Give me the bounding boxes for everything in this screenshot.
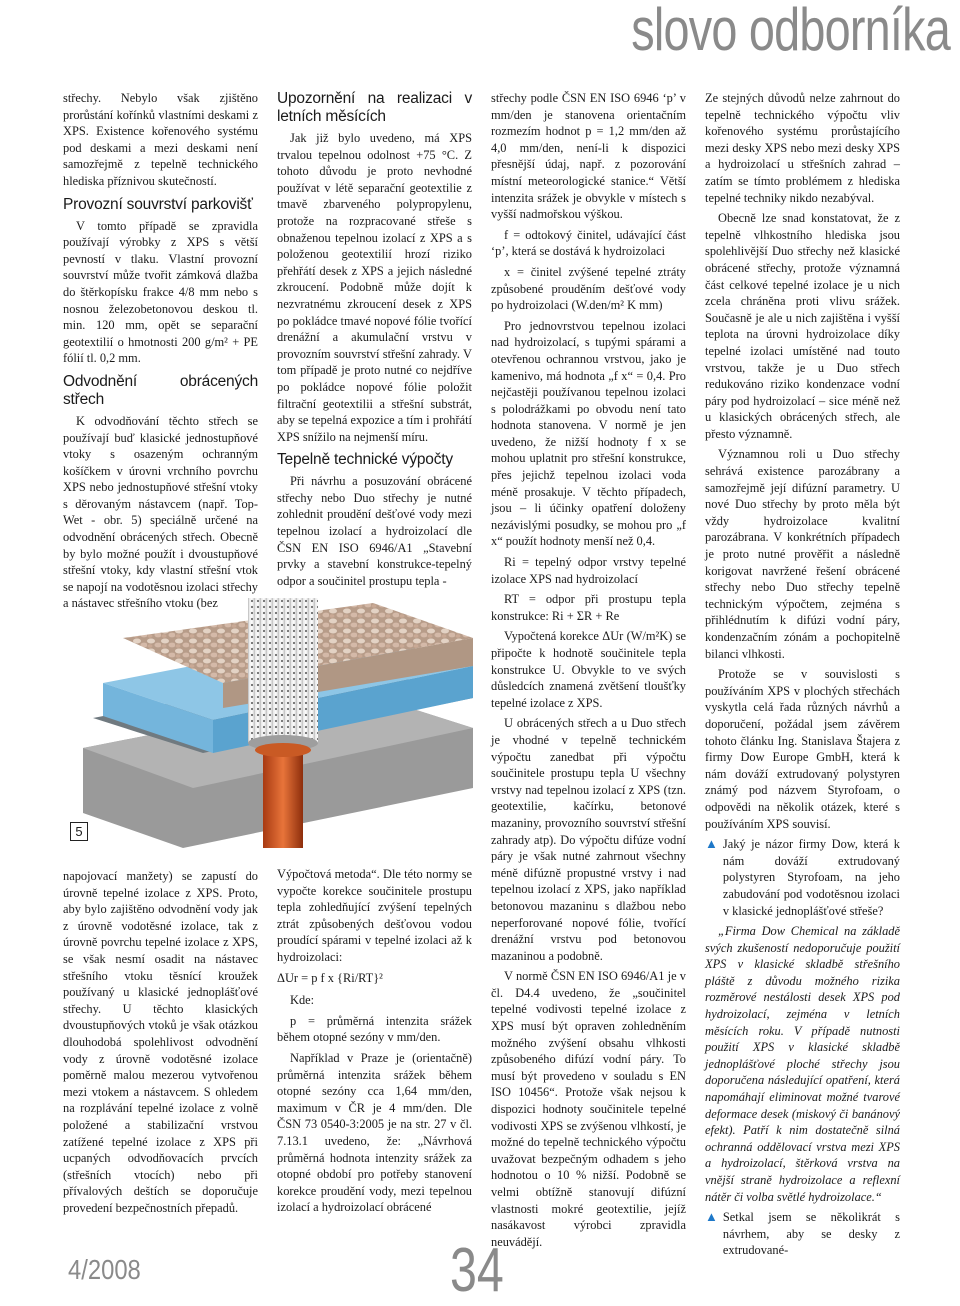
- issue-number: 4/2008: [68, 1254, 141, 1285]
- paragraph: Pro jednovrstvou tepelnou izolaci nad hydroizolací, s tupými spárami a otevřenou ochrannou vrstvou, jako je kamenivo, má hodnota „f x“ = 0,4. Pro nejčastěji používanou tepelnou izolaci s polodrážkami po obvodu není tato hodnota stanovena. V normě je jen uvedeno, že nižší hodnoty f x se mohou uplatnit pro střešní konstrukce, přes jejichž tepelnou izolaci voda méně prosakuje. V těchto případech, jsou – li účinky opatření doloženy nezávislými posudky, se mohou pro „f x“ použít hodnoty menší než 0,4.: [491, 318, 686, 549]
- paragraph: střechy podle ČSN EN ISO 6946 ‘p’ v mm/den je stanovena orientačním rozmezím hodnot p = 1,2 mm/den až 4,0 mm/den, není-li k dispozici přesnější údaj, např. z pozorování místní meteorologické stanice.“ Větší intenzita srážek je obvykle v místech s vyšší nadmořskou výškou.: [491, 91, 686, 222]
- page-number: 34: [450, 1236, 504, 1305]
- paragraph: napojovací manžety) se zapustí do úrovně tepelné izolace z XPS. Proto, aby bylo zajištěno odvodnění vody jak z úrovně vodotěsné izolace, tak z úrovně povrchu tepelné izolace z XPS, se však nesmí osadit na nástavec střešního vtoku těsnící kroužek používaný u klasické jednoplášťové střechy. U těchto klasických dvoustupňových vtoků je však otázkou dlouhodobá spolehlivost odvodnění vody z úrovně vodotěsné izolace poměrně malou mezerou vytvořenou mezi vtokem a nástavcem. S ohledem na rozplávání tepelné izolace z volně položené a stabilizační vrstvou zatížené tepelné izolace z XPS při ucpaných odvodňovacích prvcích (střešních vtocích) nebo při přívalových deštích se doporučuje provedení bezpečnostních přepadů.: [63, 869, 258, 1215]
- paragraph: střechy. Nebylo však zjištěno prorůstání kořínků vlastními deskami z XPS. Existence kořenového systému pod deskami a mezi deskami není samozřejmě z tepelně technického hlediska příznivou skutečností.: [63, 91, 258, 188]
- paragraph: V normě ČSN EN ISO 6946/A1 je v čl. D4.4 uvedeno, že „součinitel tepelné vodivosti tepelné izolace z XPS musí být opraven zohledněním možného zvýšení obsahu vlhkosti způsobeného difúzí vodní páry. To musí být provedeno v souladu s EN ISO 10456“. Protože však nejsou k dispozici hodnoty součinitele tepelné vodivosti XPS se zvýšenou vlhkostí, je možné do tepelně technického výpočtu uvažovat bezpečným odhadem s jeho hodnotou o 10 % nižší. Podobně se velmi obtížně stanovují difúzní vlastnosti mokré geotextilie, jejíž nasákavost výrobci zpravidla neuvádějí.: [491, 969, 686, 1249]
- paragraph: Kde:: [290, 993, 315, 1008]
- column-3: [491, 90, 686, 1254]
- paragraph: f = odtokový činitel, udávající část ‘p’, která se dostává k hydroizolaci: [491, 227, 686, 259]
- column-1-continued: [63, 868, 258, 1220]
- column-1: [63, 90, 258, 616]
- section-heading: Tepelně technické výpočty: [277, 451, 453, 469]
- column-4: [705, 90, 900, 1263]
- paragraph: K odvodňování těchto střech se používají buď klasické jednostupňové vtoky s osazeným ochranným košíčkem v úrovni vrchního povrchu XPS nebo jednostupňové střešní vtoky s děrovaným nástavcem (např. Top-Wet - obr. 5) speciálně určené na odvodnění obrácených střech. Obecně by bylo možné použít i dvoustupňové střešní vtoky, kdy vlastní střešní vtok se napojí na vodotěsnou izolaci střechy a nástavec střešního vtoku (bez: [63, 413, 258, 611]
- roof-drain-illustration: [63, 598, 473, 848]
- paragraph: Obecně lze snad konstatovat, že z tepelně vlhkostního hlediska jsou spolehlivější Duo střechy než klasické obrácené střechy, protože významná část celkové tepelné izolace je u nich zcela chráněna proti vlivu srážek. Současně je ale u nich zajištěna i vyšší teplota na úrovni hydroizolace díky tepelné izolaci umístěné nad touto vrstvou, takže je u Duo střech redukováno riziko kondenzace vodní páry pod hydroizolací – sice méně než u klasických obrácených střech, ale přesto významně.: [705, 211, 900, 441]
- paragraph: p = průměrná intenzita srážek během otopné sezóny v mm/den.: [277, 1013, 472, 1045]
- question-text: Setkal jsem se několikrát s návrhem, aby se desky z extrudované-: [722, 1210, 900, 1258]
- column-2-continued: [277, 866, 472, 1220]
- paragraph: Ri = tepelný odpor vrstvy tepelné izolace XPS nad hydroizolací: [491, 555, 686, 586]
- question-text: Jaký je názor firmy Dow, která k nám dováží extrudovaný polystyren Styrofoam, na jeho zabudování pod vodotěsnou izolaci v klasické jednoplášťové střeše?: [722, 837, 900, 918]
- figure-number: 5: [70, 822, 88, 841]
- paragraph: Významnou roli u Duo střechy sehrává existence parozábrany a samozřejmě její difúzní parametry. U nové Duo střechy by proto měla být vždy hydroizolace kvalitní parozábrana. V konkrétních případech je proto nutné prověřit a následně korigovat navržené řešení obrácené střechy nebo Duo střechy tepelně technickým výpočtem, zejména s přihlédnutím k difúzi vodní páry, kondenzačním zónám a pochopitelně bilanci vlhkosti.: [705, 447, 900, 661]
- interview-question: [705, 1209, 900, 1259]
- triangle-bullet-icon: ▲: [705, 836, 718, 852]
- paragraph: x = činitel zvýšené tepelné ztráty způsobené prouděním dešťové vody po hydroizolaci (W.den/m² K mm): [491, 264, 686, 313]
- section-heading: Upozornění na realizaci v letních měsících: [277, 90, 472, 125]
- triangle-bullet-icon: ▲: [705, 1209, 718, 1225]
- paragraph: Jak již bylo uvedeno, má XPS trvalou tepelnou odolnost +75 °C. Z tohoto důvodu je proto nevhodné používat v létě separační geotextilie z tmavě zbarveného polypropylenu, protože na rozpracované střeše s obnaženou tepelnou izolací z XPS a s položenou geotextilií hrozí riziko přehřátí desek z XPS a jejich následné zkroucení. Podobně může dojít k nezvratnému zkroucení desek z XPS po pokládce tmavé nopové fólie tvořící drenážní a akumulační vrstvu v provozním souvrství střešní zahrady. V tom případě je proto nutné co nejdříve po pokládce nopové fólie položit filtrační geotextilii a střešní substrát, aby se tepelná expozice a tím i prohřátí XPS snížilo na nejmenší míru.: [277, 131, 472, 444]
- paragraph: Vypočtená korekce ΔUr (W/m²K) se připočte k hodnotě součinitele tepla konstrukce U. Obvykle to ve svých důsledcích znamená zvětšení tloušťky tepelné izolace z XPS.: [491, 629, 686, 710]
- paragraph: Například v Praze je (orientačně) průměrná intenzita srážek během otopné sezóny cca 1,64 mm/den, maximum v ČR je 4 mm/den. Dle ČSN 73 0540-3:2005 je na str. 27 v čl. 7.13.1 uvedeno, že: „Návrhová průměrná hodnota intenzity srážek za otopné období pro potřeby stanovení korekce proudění vody, mezi tepelnou izolací a hydroizolací obrácené: [277, 1050, 472, 1215]
- section-heading: Odvodnění obrácených střech: [63, 372, 258, 408]
- paragraph: U obrácených střech a u Duo střech je vhodné v tepelně technickém výpočtu zanedbat při výpočtu součinitele prostupu tepla U všechny vrstvy nad tepelnou izolací z XPS (tzn. geotextilie, kačírku, betonové mazaniny, provozního souvrství střešní zahrady atp). Do výpočtu difúze vodní páry je však nutné zahrnout všechny méně difúzně propustné vrstvy i nad tepelnou izolací z XPS, jako například betonovou mazaninu s dlažbou nebo neperforované nopové fólie, tvořící drenážní vrstvu pod betonovou mazaninou a podobně.: [491, 716, 686, 963]
- paragraph: Při návrhu a posuzování obrácené střechy nebo Duo střechy je nutné zohlednit proudění dešťové vody mezi tepelnou izolací a hydroizolací dle ČSN EN ISO 6946/A1 „Stavební prvky a stavební konstrukce-tepelný odpor a součinitel prostupu tepla -: [277, 474, 472, 588]
- paragraph: Protože se v souvislosti s používáním XPS v plochých střechách vyskytla celá řada různých návrhů a doporučení, požádal jsem závěrem tohoto článku Ing. Stanislava Štajera z firmy Dow Europe GmbH, která k nám dováží extrudovaný polystyren známý pod názvem Styrofoam, o odpovědi na několik otázek, které s používáním XPS souvisí.: [705, 667, 900, 831]
- interview-answer: „Firma Dow Chemical na základě svých zkušeností nedoporučuje použití XPS v klasické skladbě střešního pláště z důvodu možného rizika rozměrové nestálosti desek XPS pod hydroizolací, zejména v letních měsících roku. V případě nutnosti použití XPS v klasické skladbě jednoplášťové ploché střechy jsou doporučena následující opatření, která napomáhají eliminovat možné tvarové deformace desek (miskový či banánový efekt). Patří k nim dostatečně silná ochranná oddělovací vrstva mezi XPS a hydroizolací, štěrková vrstva na vnější straně hydroizolace a reflexní nátěr či volba světlé hydroizolace.“: [705, 924, 900, 1204]
- interview-question: [705, 836, 900, 919]
- formula: ΔUr = p f x {Ri/RT}²: [277, 970, 383, 985]
- paragraph: Výpočtová metoda“. Dle této normy se vypočte korekce součinitele prostupu tepla zohledňující zvýšení tepelných ztrát způsobených dešťovou vodou proudící spárami v tepelné izolaci až k hydroizolaci:: [277, 867, 472, 964]
- section-heading: Provozní souvrství parkovišť: [63, 195, 253, 213]
- paragraph: RT = odpor při prostupu tepla konstrukce: Ri + ΣR + Re: [491, 592, 686, 623]
- section-header: slovo odborníka: [631, 0, 950, 63]
- column-2: [277, 90, 472, 593]
- paragraph: V tomto případě se zpravidla používají výrobky z XPS s větší pevností v tlaku. Vlastní provozní souvrství může tvořit zámková dlažba do štěrkopísku frakce 4/8 mm nebo s nosnou železobetonovou deskou tl. min. 120 mm, opět se separační geotextilií o hmotnosti 200 g/m² + PE fólií tl. 0,2 mm.: [63, 218, 258, 366]
- paragraph: Ze stejných důvodů nelze zahrnout do tepelně technického výpočtu vliv kořenového systému prorůstajícího mezi desky XPS nebo mezi desky XPS a hydroizolací u střešních zahrad – zatím se tímto problémem z hlediska tepelné techniky nikdo nezabýval.: [705, 91, 900, 205]
